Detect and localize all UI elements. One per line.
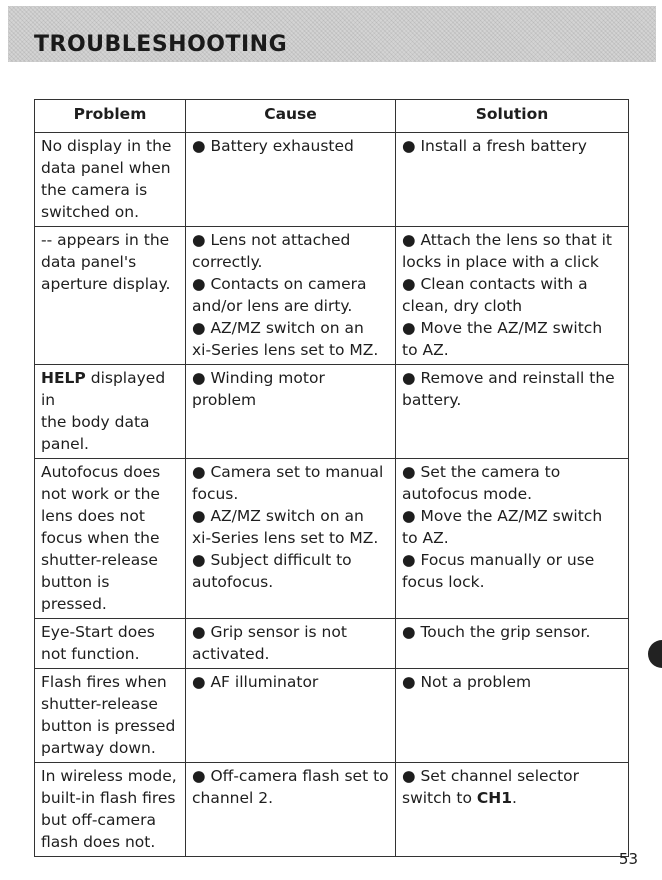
solution-text: ● Set the camera to — [402, 463, 561, 481]
solution-text: ● Attach the lens so that it — [402, 231, 613, 249]
cause-text: ● Contacts on camera — [192, 275, 367, 293]
cause-text-line — [192, 251, 389, 273]
solution-text-line — [402, 787, 622, 809]
cell-solution — [396, 669, 629, 763]
solution-text-line — [402, 549, 622, 571]
problem-text-line — [41, 527, 179, 549]
cell-cause — [186, 365, 396, 459]
cause-text-line — [192, 571, 389, 593]
cell-solution — [396, 459, 629, 619]
cell-problem — [35, 459, 186, 619]
problem-text-line — [41, 571, 179, 615]
cause-text: ● Grip sensor is not — [192, 623, 347, 641]
solution-text-line — [402, 571, 622, 593]
cell-cause — [186, 227, 396, 365]
problem-text-line — [41, 157, 179, 179]
solution-text: to AZ. — [402, 341, 449, 359]
solution-text-line — [402, 389, 622, 411]
solution-bold-term: CH1 — [476, 789, 513, 807]
problem-text-line — [41, 715, 179, 737]
cell-cause — [186, 459, 396, 619]
solution-text-line — [402, 671, 622, 693]
cell-solution — [396, 619, 629, 669]
solution-text: ● Not a problem — [402, 673, 532, 691]
problem-text: shutter-release — [41, 551, 158, 569]
cause-text: ● AZ/MZ switch on an — [192, 319, 364, 337]
solution-text: ● Remove and reinstall the — [402, 369, 615, 387]
cell-solution — [396, 133, 629, 227]
cause-text: ● Off-camera flash set to — [192, 767, 389, 785]
cause-text: correctly. — [192, 253, 263, 271]
thumb-index-tab — [648, 640, 662, 668]
column-header-cause: Cause — [186, 100, 396, 133]
cause-text-line — [192, 787, 389, 809]
problem-text: data panel's — [41, 253, 137, 271]
solution-text-line — [402, 483, 622, 505]
solution-text: ● Set channel selector — [402, 767, 580, 785]
problem-text-line — [41, 765, 179, 787]
cause-text-line — [192, 135, 389, 157]
solution-text: ● Touch the grip sensor. — [402, 623, 591, 641]
cause-text: focus. — [192, 485, 239, 503]
cell-problem — [35, 365, 186, 459]
cause-text: autofocus. — [192, 573, 274, 591]
cause-text: xi-Series lens set to MZ. — [192, 341, 379, 359]
problem-text-line — [41, 201, 179, 223]
cell-solution — [396, 365, 629, 459]
cause-text-line — [192, 671, 389, 693]
problem-text-line — [41, 433, 179, 455]
cause-text-line — [192, 549, 389, 571]
problem-text: No display in the — [41, 137, 172, 155]
solution-text-line — [402, 273, 622, 295]
table-row — [35, 459, 629, 619]
solution-text-line — [402, 765, 622, 787]
cause-text-line — [192, 273, 389, 295]
problem-bold-term: HELP — [41, 369, 86, 387]
problem-text-line — [41, 549, 179, 571]
cell-cause — [186, 619, 396, 669]
table-body — [35, 133, 629, 857]
table-header-row — [35, 100, 629, 133]
problem-text: -- appears in the — [41, 231, 170, 249]
problem-text: but off-camera — [41, 811, 156, 829]
solution-text: ● Focus manually or use — [402, 551, 595, 569]
cause-text: channel 2. — [192, 789, 274, 807]
problem-text: the body data — [41, 413, 150, 431]
solution-text-line — [402, 317, 622, 339]
problem-text-line — [41, 483, 179, 505]
problem-text: aperture display. — [41, 275, 171, 293]
cause-text-line — [192, 765, 389, 787]
cause-text: ● AZ/MZ switch on an — [192, 507, 364, 525]
page-number: 53 — [618, 850, 638, 868]
problem-text: partway down. — [41, 739, 156, 757]
cause-text-line — [192, 461, 389, 483]
problem-text-line — [41, 367, 179, 411]
cell-problem — [35, 763, 186, 857]
solution-text-line — [402, 251, 622, 273]
troubleshooting-table — [34, 99, 629, 857]
problem-text-line — [41, 251, 179, 273]
problem-text-line — [41, 787, 179, 809]
solution-text-line — [402, 367, 622, 389]
cell-problem — [35, 133, 186, 227]
cause-text-line — [192, 527, 389, 549]
solution-text: switch to — [402, 789, 477, 807]
problem-text: button is pressed — [41, 717, 176, 735]
cause-text: ● Subject difficult to — [192, 551, 352, 569]
problem-text: not work or the — [41, 485, 160, 503]
solution-text-line — [402, 229, 622, 251]
cause-text-line — [192, 229, 389, 251]
cell-solution — [396, 763, 629, 857]
problem-text-line — [41, 135, 179, 157]
column-header-solution: Solution — [396, 100, 629, 133]
cause-text-line — [192, 367, 389, 411]
solution-suffix: . — [512, 789, 517, 807]
table-row — [35, 763, 629, 857]
page-title: TROUBLESHOOTING — [34, 32, 288, 57]
cause-text-line — [192, 643, 389, 665]
cause-text: ● Battery exhausted — [192, 137, 354, 155]
problem-text: displayed in — [41, 369, 166, 409]
cause-text: and/or lens are dirty. — [192, 297, 353, 315]
problem-text: the camera is — [41, 181, 148, 199]
solution-text-line — [402, 461, 622, 483]
problem-text-line — [41, 831, 179, 853]
problem-text-line — [41, 671, 179, 693]
solution-text-line — [402, 527, 622, 549]
table-row — [35, 619, 629, 669]
column-header-problem: Problem — [35, 100, 186, 133]
table-row — [35, 365, 629, 459]
cause-text-line — [192, 317, 389, 339]
problem-text: data panel when — [41, 159, 171, 177]
cell-solution — [396, 227, 629, 365]
cause-text-line — [192, 295, 389, 317]
table-row — [35, 133, 629, 227]
table-row — [35, 669, 629, 763]
solution-text: ● Install a fresh battery — [402, 137, 587, 155]
problem-text-line — [41, 621, 179, 643]
problem-text: focus when the — [41, 529, 160, 547]
problem-text: Autofocus does — [41, 463, 161, 481]
problem-text-line — [41, 809, 179, 831]
cell-problem — [35, 669, 186, 763]
problem-text: In wireless mode, — [41, 767, 177, 785]
solution-text: autofocus mode. — [402, 485, 533, 503]
problem-text-line — [41, 737, 179, 759]
cause-text: ● Camera set to manual — [192, 463, 384, 481]
problem-text-line — [41, 643, 179, 665]
solution-text-line — [402, 135, 622, 157]
problem-text-line — [41, 179, 179, 201]
cell-problem — [35, 227, 186, 365]
solution-text: focus lock. — [402, 573, 485, 591]
solution-text: ● Move the AZ/MZ switch — [402, 507, 603, 525]
solution-text-line — [402, 339, 622, 361]
problem-text-line — [41, 461, 179, 483]
problem-text: shutter-release — [41, 695, 158, 713]
table-row — [35, 227, 629, 365]
solution-text: locks in place with a click — [402, 253, 599, 271]
problem-text: Eye-Start does — [41, 623, 155, 641]
solution-text: battery. — [402, 391, 462, 409]
cell-problem — [35, 619, 186, 669]
problem-text: flash does not. — [41, 833, 156, 851]
cause-text-line — [192, 483, 389, 505]
problem-text: Flash fires when — [41, 673, 167, 691]
solution-text: clean, dry cloth — [402, 297, 523, 315]
problem-text: lens does not — [41, 507, 145, 525]
cause-text-line — [192, 621, 389, 643]
cell-cause — [186, 763, 396, 857]
problem-text: not function. — [41, 645, 140, 663]
cell-cause — [186, 133, 396, 227]
cause-text: ● Lens not attached — [192, 231, 351, 249]
problem-text-line — [41, 273, 179, 295]
cause-text: ● Winding motor problem — [192, 369, 325, 409]
problem-text-line — [41, 505, 179, 527]
cause-text-line — [192, 505, 389, 527]
cell-cause — [186, 669, 396, 763]
problem-text: switched on. — [41, 203, 140, 221]
solution-text-line — [402, 295, 622, 317]
solution-text-line — [402, 505, 622, 527]
problem-text: button is pressed. — [41, 573, 110, 613]
solution-text-line — [402, 621, 622, 643]
problem-text: panel. — [41, 435, 89, 453]
cause-text: xi-Series lens set to MZ. — [192, 529, 379, 547]
cause-text: activated. — [192, 645, 270, 663]
problem-text-line — [41, 411, 179, 433]
solution-text: ● Clean contacts with a — [402, 275, 588, 293]
solution-text: to AZ. — [402, 529, 449, 547]
solution-text: ● Move the AZ/MZ switch — [402, 319, 603, 337]
problem-text: built-in flash fires — [41, 789, 176, 807]
cause-text: ● AF illuminator — [192, 673, 319, 691]
cause-text-line — [192, 339, 389, 361]
problem-text-line — [41, 229, 179, 251]
problem-text-line — [41, 693, 179, 715]
